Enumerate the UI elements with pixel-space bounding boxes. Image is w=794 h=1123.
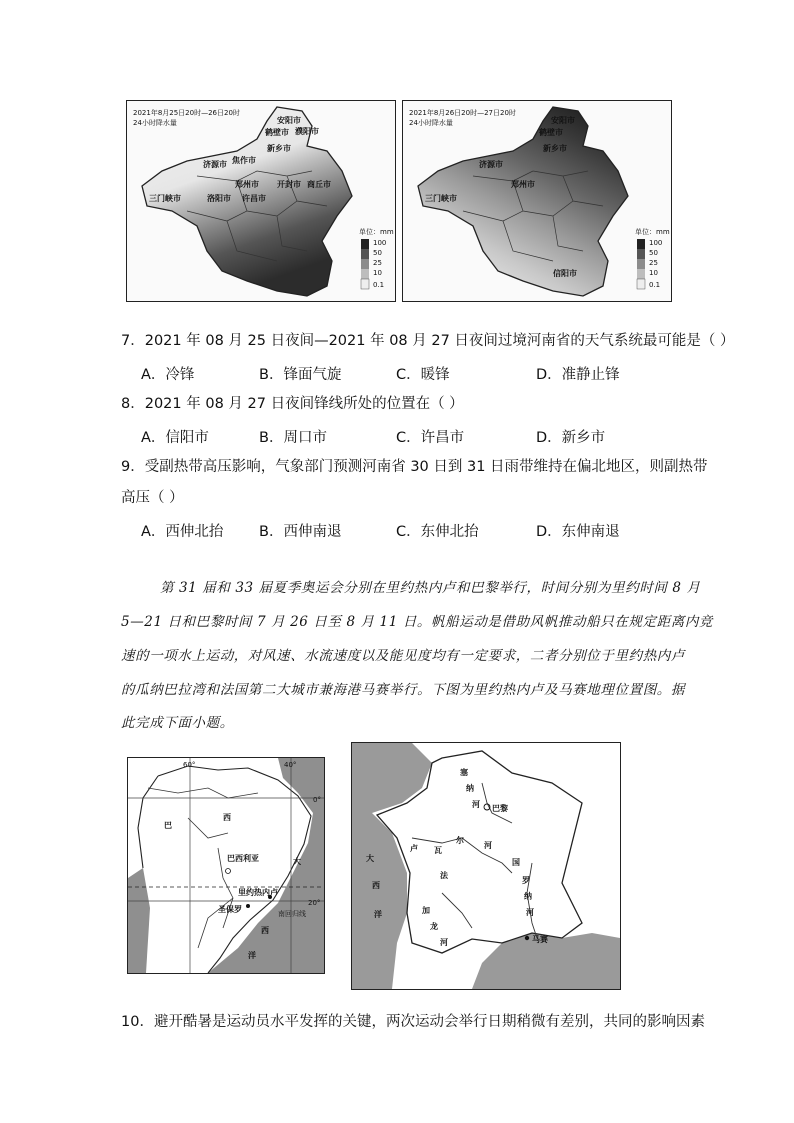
q7-option-d: D．准静止锋 — [536, 367, 620, 383]
city-label: 鹤壁市 — [539, 128, 563, 137]
france-location-map — [351, 742, 621, 990]
city-label: 鹤壁市 — [265, 128, 289, 137]
q9-option-d: D．东伸南退 — [536, 524, 620, 540]
map-label: 河 — [440, 938, 448, 947]
city-label: 新乡市 — [543, 144, 567, 153]
map-label: 洋 — [374, 910, 382, 919]
q7-option-b: B．锋面气旋 — [259, 367, 342, 383]
map-label: 纳 — [466, 784, 474, 793]
q8-option-b: B．周口市 — [259, 430, 327, 446]
legend-value: 0.1 — [373, 281, 385, 289]
city-label: 信阳市 — [553, 269, 577, 278]
map-label: 国 — [512, 858, 520, 867]
q9-option-a: A．西伸北抬 — [141, 524, 224, 540]
map-label: 大 — [366, 854, 374, 863]
q8-option-c: C．许昌市 — [396, 430, 465, 446]
map-label: 河 — [484, 841, 492, 850]
q9-option-b: B．西伸南退 — [259, 524, 342, 540]
passage-line-4: 的瓜纳巴拉湾和法国第二大城市兼海港马赛举行。下图为里约热内卢及马赛地理位置图。据 — [121, 682, 685, 698]
map-label: 西 — [261, 926, 269, 935]
passage-line-2: 5—21 日和巴黎时间 7 月 26 日至 8 月 11 日。帆船运动是借助风帆推动船只在规定距离内竞 — [121, 614, 714, 630]
city-label: 济源市 — [203, 160, 227, 169]
legend-value: 100 — [373, 239, 387, 247]
map-caption-line2: 24小时降水量 — [133, 119, 177, 127]
map-caption-line1: 2021年8月25日20时—26日20时 — [133, 109, 240, 117]
henan-rain-map-aug26 — [402, 100, 672, 302]
map-label: 马赛 — [532, 935, 548, 944]
map-label: 河 — [526, 908, 534, 917]
lon-label-60: 60° — [183, 761, 196, 769]
map-label: 里约热内卢 — [238, 888, 278, 897]
lat-label-0: 0° — [313, 796, 321, 804]
city-label: 新乡市 — [267, 144, 291, 153]
passage-line-3: 速的一项水上运动，对风速、水流速度以及能见度均有一定要求，二者分别位于里约热内卢 — [121, 648, 685, 664]
map-caption-line1: 2021年8月26日20时—27日20时 — [409, 109, 516, 117]
city-label: 安阳市 — [277, 116, 301, 125]
legend-value: 25 — [649, 259, 658, 267]
map-label: 尔 — [456, 836, 464, 845]
city-label: 商丘市 — [307, 180, 331, 189]
map-caption-line2: 24小时降水量 — [409, 119, 453, 127]
legend-value: 50 — [649, 249, 658, 257]
map-label: 塞 — [460, 768, 468, 777]
map-label: 南回归线 — [278, 910, 306, 918]
city-label: 三门峡市 — [149, 194, 181, 203]
map-label: 河 — [472, 800, 480, 809]
map-label: 圣保罗 — [218, 905, 242, 914]
city-label: 许昌市 — [242, 194, 266, 203]
map-label: 巴 — [164, 821, 172, 830]
q9-option-c: C．东伸北抬 — [396, 524, 479, 540]
map-label: 瓦 — [434, 846, 442, 855]
henan-rain-map-aug25-graphic — [127, 101, 395, 301]
lat-label-20: 20° — [308, 899, 321, 907]
map-label: 大 — [293, 857, 301, 866]
question-9-stem-line1: 9．受副热带高压影响，气象部门预测河南省 30 日到 31 日雨带维持在偏北地区，则副热带 — [121, 459, 708, 475]
city-label: 三门峡市 — [425, 194, 457, 203]
map-label: 法 — [440, 871, 448, 880]
legend-value: 10 — [649, 269, 658, 277]
map-label: 巴黎 — [492, 804, 508, 813]
q8-option-d: D．新乡市 — [536, 430, 606, 446]
legend-unit: 单位：mm — [635, 228, 670, 236]
legend-value: 0.1 — [649, 281, 661, 289]
city-label: 开封市 — [277, 180, 301, 189]
map-label: 龙 — [430, 922, 438, 931]
map-label: 西 — [372, 881, 380, 890]
q8-option-a: A．信阳市 — [141, 430, 209, 446]
map-label: 巴西利亚 — [227, 854, 259, 863]
q7-option-c: C．暖锋 — [396, 367, 450, 383]
question-10-stem: 10．避开酷暑是运动员水平发挥的关键，两次运动会举行日期稍微有差别，共同的影响因素 — [121, 1014, 705, 1030]
city-label: 安阳市 — [551, 116, 575, 125]
city-label: 济源市 — [479, 160, 503, 169]
city-label: 焦作市 — [232, 156, 256, 165]
map-label: 西 — [223, 813, 231, 822]
city-label: 郑州市 — [235, 180, 259, 189]
map-label: 洋 — [248, 951, 256, 960]
passage-line-5: 此完成下面小题。 — [121, 715, 234, 731]
france-location-map-graphic — [352, 743, 620, 989]
henan-rain-map-aug26-graphic — [403, 101, 671, 301]
question-9-stem-line2: 高压（ ） — [121, 490, 184, 506]
legend-value: 100 — [649, 239, 663, 247]
legend-unit: 单位：mm — [359, 228, 394, 236]
legend-value: 10 — [373, 269, 382, 277]
map-label: 加 — [422, 906, 430, 915]
question-8-stem: 8．2021 年 08 月 27 日夜间锋线所处的位置在（ ） — [121, 396, 464, 412]
henan-rain-map-aug25 — [126, 100, 396, 302]
passage-line-1: 第 31 届和 33 届夏季奥运会分别在里约热内卢和巴黎举行，时间分别为里约时间 8 月 — [160, 580, 701, 596]
city-label: 濮阳市 — [295, 127, 319, 136]
lon-label-40: 40° — [284, 761, 297, 769]
question-7-stem: 7．2021 年 08 月 25 日夜间—2021 年 08 月 27 日夜间过境河南省的天气系统最可能是（ ） — [121, 333, 735, 349]
brazil-location-map — [127, 757, 325, 974]
legend-value: 25 — [373, 259, 382, 267]
map-label: 卢 — [410, 844, 418, 853]
map-label: 罗 — [522, 876, 530, 885]
brazil-location-map-graphic — [128, 758, 324, 973]
q7-option-a: A．冷锋 — [141, 367, 195, 383]
legend-value: 50 — [373, 249, 382, 257]
city-label: 洛阳市 — [207, 194, 231, 203]
map-label: 纳 — [524, 892, 532, 901]
city-label: 郑州市 — [511, 180, 535, 189]
